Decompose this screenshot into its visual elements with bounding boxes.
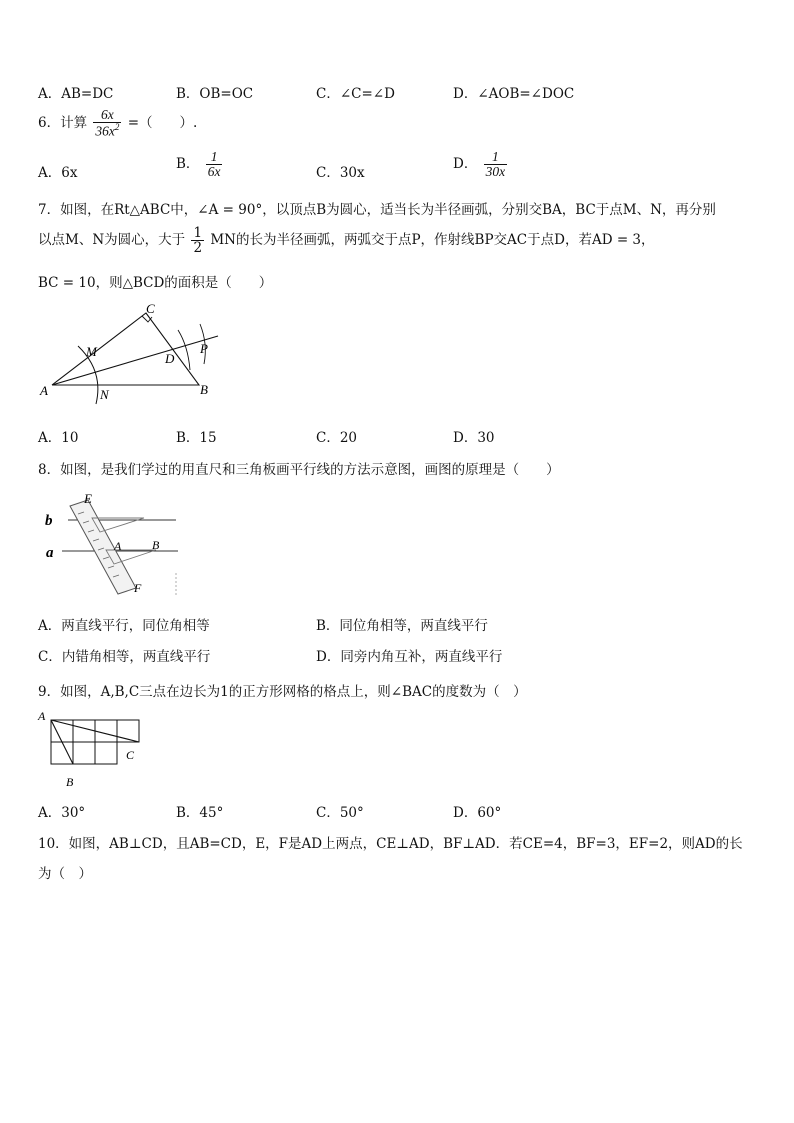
- q9-label-c: C: [126, 748, 135, 762]
- q6-option-d: [453, 150, 509, 179]
- q8-option-d: D．同旁内角互补，两直线平行: [316, 649, 503, 665]
- q8-ruler: [70, 500, 136, 594]
- q8-figure: [40, 488, 185, 600]
- q7-label-a: A: [40, 383, 48, 398]
- q6-option-a: A．6x: [38, 165, 78, 181]
- q6-option-d-fraction: [484, 150, 508, 179]
- q6-frac-den-sup: 2: [114, 122, 120, 133]
- q8-label-b-point: B: [152, 538, 160, 552]
- q7-label-b: B: [200, 382, 208, 397]
- q7-frac-num: 1: [193, 225, 203, 241]
- q7-line-2: [38, 226, 655, 255]
- q8-option-a: A．两直线平行，同位角相等: [38, 618, 210, 634]
- q7-frac-den: 2: [193, 240, 203, 257]
- q10-line-2: 为（ ）: [38, 866, 92, 882]
- q6-option-c: C．30x: [316, 165, 365, 181]
- q8-label-f: F: [134, 581, 142, 595]
- q7-figure: [0, 296, 260, 408]
- q5-option-c: C．∠C=∠D: [316, 86, 395, 102]
- q7-label-c: C: [146, 301, 155, 316]
- q10-line-1: 10．如图，AB⊥CD，且AB=CD，E，F是AD上两点，CE⊥AD，BF⊥AD．若CE=4，BF=3，EF=2，则AD的长: [38, 836, 743, 852]
- q7-line-2-fraction: [191, 226, 204, 255]
- q8-stem: 8．如图，是我们学过的用直尺和三角板画平行线的方法示意图，画图的原理是（ ）: [38, 462, 560, 478]
- q7-option-a: A．10: [38, 430, 79, 446]
- q7-option-c: C．20: [316, 430, 358, 446]
- q7-right-angle-mark: [142, 316, 152, 322]
- q9-label-a: A: [38, 709, 46, 723]
- q6-option-b: [176, 150, 224, 179]
- q7-triangle: [52, 313, 199, 385]
- q6-frac-den-base: 36x: [95, 123, 115, 139]
- q7-line-3: BC = 10，则△BCD的面积是（ ）: [38, 275, 273, 291]
- q7-label-d: D: [165, 351, 175, 366]
- q8-label-a-point: A: [114, 539, 122, 553]
- q6-option-b-den: 6x: [207, 164, 221, 180]
- q9-figure: [34, 708, 154, 792]
- q7-line-1: 7．如图，在Rt△ABC中，∠A = 90°，以顶点B为圆心，适当长为半径画弧，分别交BA，BC于点M、N，再分别: [38, 202, 716, 218]
- q8-label-e: E: [84, 491, 92, 506]
- q9-stem: 9．如图，A,B,C三点在边长为1的正方形网格的格点上，则∠BAC的度数为（ ）: [38, 684, 527, 700]
- q8-option-c: C．内错角相等，两直线平行: [38, 649, 211, 665]
- q5-option-b: B．OB=OC: [176, 86, 254, 102]
- q9-label-b: B: [66, 775, 74, 789]
- q6-option-b-fraction: [206, 150, 223, 179]
- q5-option-a: A．AB=DC: [38, 86, 114, 102]
- q6-option-d-label: D．: [453, 156, 478, 173]
- q7-label-m: M: [86, 344, 97, 359]
- q6-option-d-num: 1: [484, 150, 508, 165]
- q6-option-b-num: 1: [206, 150, 223, 165]
- q9-option-c: C．50°: [316, 805, 364, 821]
- q6-frac-num: 6x: [93, 108, 121, 123]
- q8-option-b: B．同位角相等，两直线平行: [316, 618, 488, 634]
- q7-line-2-pre: 以点M、N为圆心，大于: [38, 232, 186, 249]
- q6-option-d-den: 30x: [485, 164, 506, 180]
- q7-option-b: B．15: [176, 430, 217, 446]
- q6-fraction: [93, 108, 121, 139]
- q6-stem: [38, 108, 197, 139]
- q6-option-b-label: B．: [176, 156, 200, 173]
- q7-line-2-post: MN的长为半径画弧，两弧交于点P，作射线BP交AC于点D，若AD = 3，: [210, 232, 655, 249]
- q7-label-p: P: [200, 341, 208, 356]
- q6-frac-den: [93, 123, 121, 139]
- q9-option-a: A．30°: [38, 805, 86, 821]
- q8-label-a-line: a: [46, 545, 54, 561]
- q6-prefix: 6．计算: [38, 114, 88, 131]
- q6-suffix: =（ ）.: [127, 114, 198, 131]
- q7-option-d: D．30: [453, 430, 495, 446]
- q9-option-d: D．60°: [453, 805, 502, 821]
- q8-label-b-line: b: [45, 513, 53, 529]
- q5-option-d: D．∠AOB=∠DOC: [453, 86, 575, 102]
- q9-option-b: B．45°: [176, 805, 224, 821]
- q7-label-n: N: [100, 387, 109, 402]
